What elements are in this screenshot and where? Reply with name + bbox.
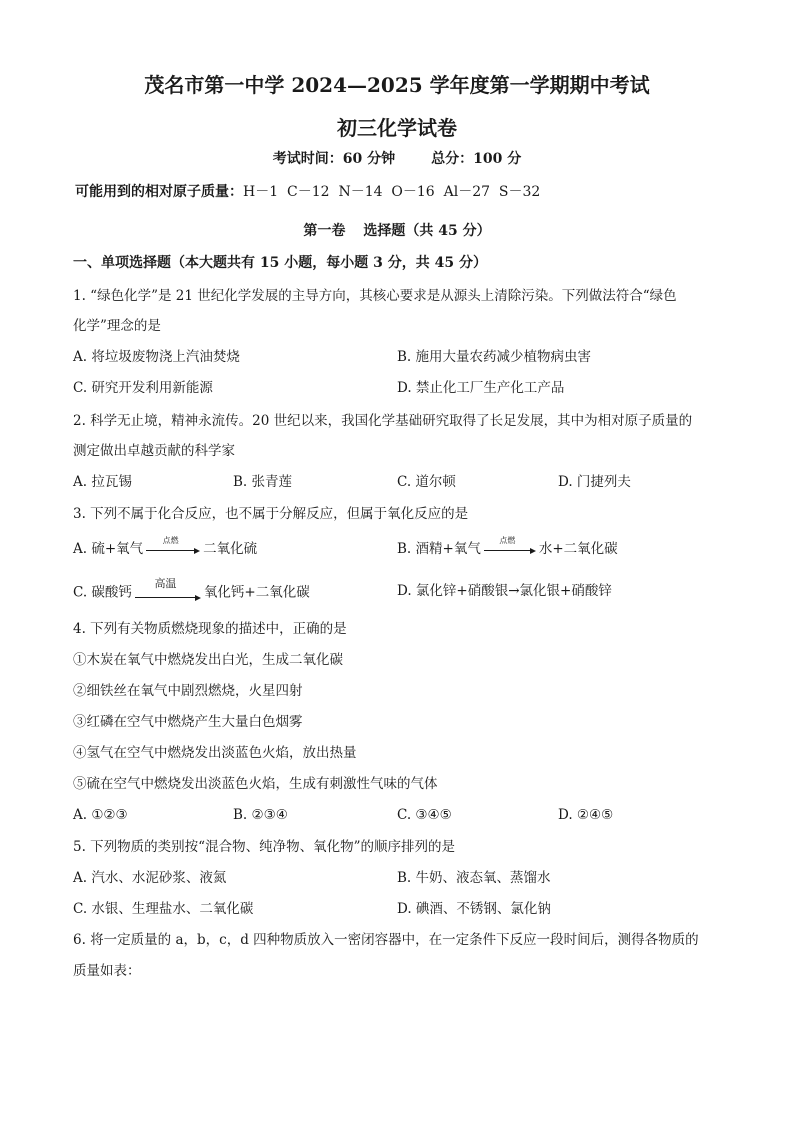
q4-stem: 4. 下列有关物质燃烧现象的描述中，正确的是 bbox=[73, 621, 347, 637]
q4-statement-4: ④氢气在空气中燃烧发出淡蓝色火焰，放出热量 bbox=[73, 745, 357, 761]
q4-option-b: B. ②③④ bbox=[233, 807, 288, 823]
q3-b-condition: 点燃 bbox=[499, 535, 516, 545]
q3-c-condition: 高温 bbox=[154, 577, 177, 590]
q3-a-products: 二氧化硫 bbox=[203, 541, 258, 557]
q6-stem-line1: 6. 将一定质量的 a，b，c，d 四种物质放入一密闭容器中，在一定条件下反应一段时间后，测得各物质的 bbox=[73, 932, 699, 948]
q5-option-c: C. 水银、生理盐水、二氧化碳 bbox=[73, 901, 254, 917]
q2-option-c: C. 道尔顿 bbox=[397, 474, 456, 490]
reaction-arrow-icon bbox=[146, 535, 200, 557]
q2-stem-line1: 2. 科学无止境，精神永流传。20 世纪以来，我国化学基础研究取得了长足发展，其中为相对原子质量的 bbox=[73, 413, 693, 429]
q1-option-d: D. 禁止化工厂生产化工产品 bbox=[397, 380, 565, 396]
exam-info bbox=[0, 150, 794, 168]
q3-option-d: D. 氯化锌+硝酸银→氯化银+硝酸锌 bbox=[397, 583, 612, 599]
exam-subtitle: 初三化学试卷 bbox=[337, 116, 457, 140]
q3-option-b bbox=[397, 535, 618, 558]
q4-statement-3: ③红磷在空气中燃烧产生大量白色烟雾 bbox=[73, 714, 303, 730]
part-heading: 一、单项选择题（本大题共有 15 小题，每小题 3 分，共 45 分） bbox=[73, 255, 487, 271]
q3-b-reactants: B. 酒精+氧气 bbox=[397, 541, 481, 557]
q1-option-c: C. 研究开发利用新能源 bbox=[73, 380, 213, 396]
q1-stem-line1: 1. “绿色化学”是 21 世纪化学发展的主导方向，其核心要求是从源头上清除污染。下列做法符合“绿色 bbox=[73, 288, 677, 304]
atomic-mass-label: 可能用到的相对原子质量： bbox=[75, 184, 243, 200]
q1-option-b: B. 施用大量农药减少植物病虫害 bbox=[397, 349, 592, 365]
q4-option-a: A. ①②③ bbox=[73, 807, 128, 823]
q4-statement-1: ①木炭在氧气中燃烧发出白光，生成二氧化碳 bbox=[73, 652, 343, 668]
q5-stem: 5. 下列物质的类别按“混合物、纯净物、氧化物”的顺序排列的是 bbox=[73, 839, 455, 855]
q3-stem: 3. 下列不属于化合反应，也不属于分解反应，但属于氧化反应的是 bbox=[73, 506, 469, 522]
q3-c-reactants: C. 碳酸钙 bbox=[73, 584, 132, 601]
q4-option-d: D. ②④⑤ bbox=[558, 807, 614, 823]
q4-option-c: C. ③④⑤ bbox=[397, 807, 452, 823]
volume-name: 选择题（共 45 分） bbox=[363, 223, 491, 239]
q3-option-c bbox=[73, 577, 310, 604]
q3-c-products: 氧化钙+二氧化碳 bbox=[203, 584, 310, 601]
q3-option-a bbox=[73, 535, 258, 558]
q4-statement-2: ②细铁丝在氧气中剧烈燃烧，火星四射 bbox=[73, 683, 303, 699]
q1-stem-line2: 化学”理念的是 bbox=[73, 318, 161, 334]
reaction-arrow-icon bbox=[135, 577, 201, 604]
q3-a-reactants: A. 硫+氧气 bbox=[73, 541, 144, 557]
q3-b-products: 水+二氧化碳 bbox=[538, 541, 618, 557]
q4-statement-5: ⑤硫在空气中燃烧发出淡蓝色火焰，生成有刺激性气味的气体 bbox=[73, 776, 438, 792]
reaction-arrow-icon bbox=[484, 535, 536, 557]
q2-option-b: B. 张青莲 bbox=[233, 474, 293, 490]
atomic-mass-values: H－1 C－12 N－14 O－16 Al－27 S－32 bbox=[243, 184, 541, 200]
volume-title: 第一卷 bbox=[303, 223, 346, 239]
q5-option-a: A. 汽水、水泥砂浆、液氮 bbox=[73, 870, 227, 886]
atomic-mass-line bbox=[75, 183, 540, 201]
q6-stem-line2: 质量如表： bbox=[73, 963, 141, 979]
exam-title: 茂名市第一中学 2024—2025 学年度第一学期期中考试 bbox=[144, 73, 650, 97]
volume-heading bbox=[0, 222, 794, 240]
time-info: 考试时间：60 分钟 bbox=[272, 151, 396, 167]
q5-option-b: B. 牛奶、液态氧、蒸馏水 bbox=[397, 870, 551, 886]
score-info: 总分：100 分 bbox=[431, 151, 522, 167]
q2-stem-line2: 测定做出卓越贡献的科学家 bbox=[73, 443, 235, 459]
q5-option-d: D. 碘酒、不锈钢、氯化钠 bbox=[397, 901, 551, 917]
q2-option-a: A. 拉瓦锡 bbox=[73, 474, 132, 490]
q1-option-a: A. 将垃圾废物浇上汽油焚烧 bbox=[73, 349, 240, 365]
q3-a-condition: 点燃 bbox=[162, 535, 179, 545]
q2-option-d: D. 门捷列夫 bbox=[558, 474, 631, 490]
